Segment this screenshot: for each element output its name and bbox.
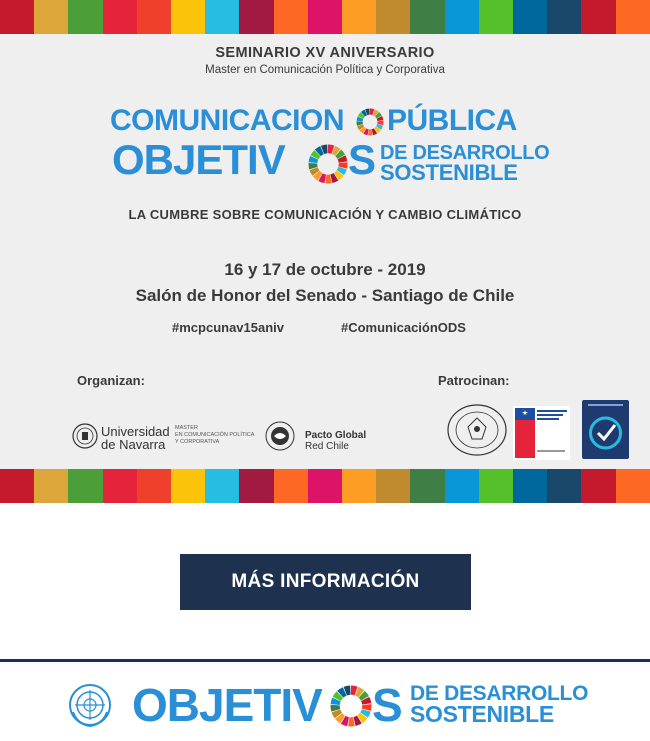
event-banner [0, 34, 650, 469]
stripe-square [103, 0, 137, 34]
pacto-line2: Red Chile [305, 441, 349, 452]
event-venue: Salón de Honor del Senado - Santiago de Chile [135, 286, 515, 305]
stripe-square [513, 0, 547, 34]
stripe-square [616, 0, 650, 34]
sdg-wheel-icon [356, 108, 384, 136]
bottom-color-stripe [0, 469, 650, 503]
stripe-square [137, 469, 171, 503]
stripe-square [205, 0, 239, 34]
headline-ods-block [380, 142, 550, 185]
stripe-square [581, 0, 615, 34]
master-logo-text [175, 425, 254, 446]
navarra-line2: de Navarra [101, 437, 166, 452]
stripe-square [479, 0, 513, 34]
sdg-wheel-segment [325, 175, 331, 184]
sdg-wheel-segment [368, 129, 372, 135]
mas-informacion-button[interactable]: MÁS INFORMACIÓN [180, 554, 471, 610]
organizan-label: Organizan: [77, 373, 145, 388]
footer-title [132, 678, 322, 732]
footer-s: S [372, 679, 402, 731]
headline-line1 [110, 104, 344, 138]
stripe-square [274, 0, 308, 34]
stripe-square [0, 469, 34, 503]
stripe-square [308, 0, 342, 34]
stripe-square [239, 469, 273, 503]
global-compact-icon [265, 421, 295, 451]
stripe-square [171, 0, 205, 34]
stripe-square [547, 469, 581, 503]
stripe-square [616, 469, 650, 503]
stripe-square [410, 469, 444, 503]
stripe-square [205, 469, 239, 503]
stripe-square [342, 0, 376, 34]
stripe-square [239, 0, 273, 34]
seminar-subtitle: Master en Comunicación Política y Corporativa [205, 64, 445, 76]
stripe-square [68, 0, 102, 34]
stripe-square [34, 0, 68, 34]
headline-ods-line1: DE DESARROLLO [380, 142, 550, 164]
headline-line2 [112, 136, 285, 184]
un-emblem-icon [67, 682, 113, 728]
stripe-square [68, 469, 102, 503]
stripe-square [103, 469, 137, 503]
master-line1: MASTER [175, 425, 198, 431]
stripe-square [171, 469, 205, 503]
stripe-square [376, 469, 410, 503]
stripe-square [445, 0, 479, 34]
stripe-square [410, 0, 444, 34]
headline-objetiv: OBJETIV [112, 136, 285, 183]
footer-divider [0, 659, 650, 662]
cumbre-subtitle: LA CUMBRE SOBRE COMUNICACIÓN Y CAMBIO CLIMÁTICO [128, 207, 522, 222]
navarra-logo-text [101, 425, 170, 451]
stripe-square [137, 0, 171, 34]
stripe-square [445, 469, 479, 503]
headline-publica: PÚBLICA [387, 104, 517, 137]
patrocinado-badge-icon [582, 400, 629, 459]
stripe-square [513, 469, 547, 503]
stripe-square [274, 469, 308, 503]
stripe-square [479, 469, 513, 503]
stripe-square [342, 469, 376, 503]
sdg-wheel-icon [308, 144, 348, 184]
stripe-square [581, 469, 615, 503]
navarra-seal-icon [72, 423, 98, 449]
navarra-line1: Universidad [101, 424, 170, 439]
pacto-line1: Pacto Global [305, 430, 367, 441]
pacto-logo-text [305, 430, 366, 452]
top-color-stripe [0, 0, 650, 34]
master-line3: Y CORPORATIVA [175, 439, 220, 445]
seminar-title: SEMINARIO XV ANIVERSARIO [215, 45, 435, 61]
event-date: 16 y 17 de octubre - 2019 [224, 260, 426, 279]
headline-comunicacion: COMUNICACION [110, 104, 344, 137]
hashtag-mcpcunav[interactable]: #mcpcunav15aniv [172, 320, 285, 335]
headline-s: S [348, 136, 376, 183]
master-line2: EN COMUNICACIÓN POLÍTICA [175, 432, 255, 438]
stripe-square [34, 469, 68, 503]
footer-ods-line2: SOSTENIBLE [410, 701, 554, 727]
hashtag-comunicacion-ods[interactable]: #ComunicaciónODS [341, 320, 466, 335]
footer-objetiv: OBJETIV [132, 679, 322, 731]
senado-seal-icon [446, 403, 508, 458]
headline-ods-line2: SOSTENIBLE [380, 160, 518, 185]
footer-ods-block [410, 682, 589, 727]
stripe-square [376, 0, 410, 34]
stripe-square [547, 0, 581, 34]
stripe-square [0, 0, 34, 34]
stripe-square [308, 469, 342, 503]
sdg-wheel-segment [348, 717, 355, 726]
patrocinan-label: Patrocinan: [438, 373, 510, 388]
sdg-wheel-icon [330, 685, 372, 727]
ministerio-medio-ambiente-logo [513, 406, 570, 460]
footer-ods-line1: DE DESARROLLO [410, 682, 589, 705]
